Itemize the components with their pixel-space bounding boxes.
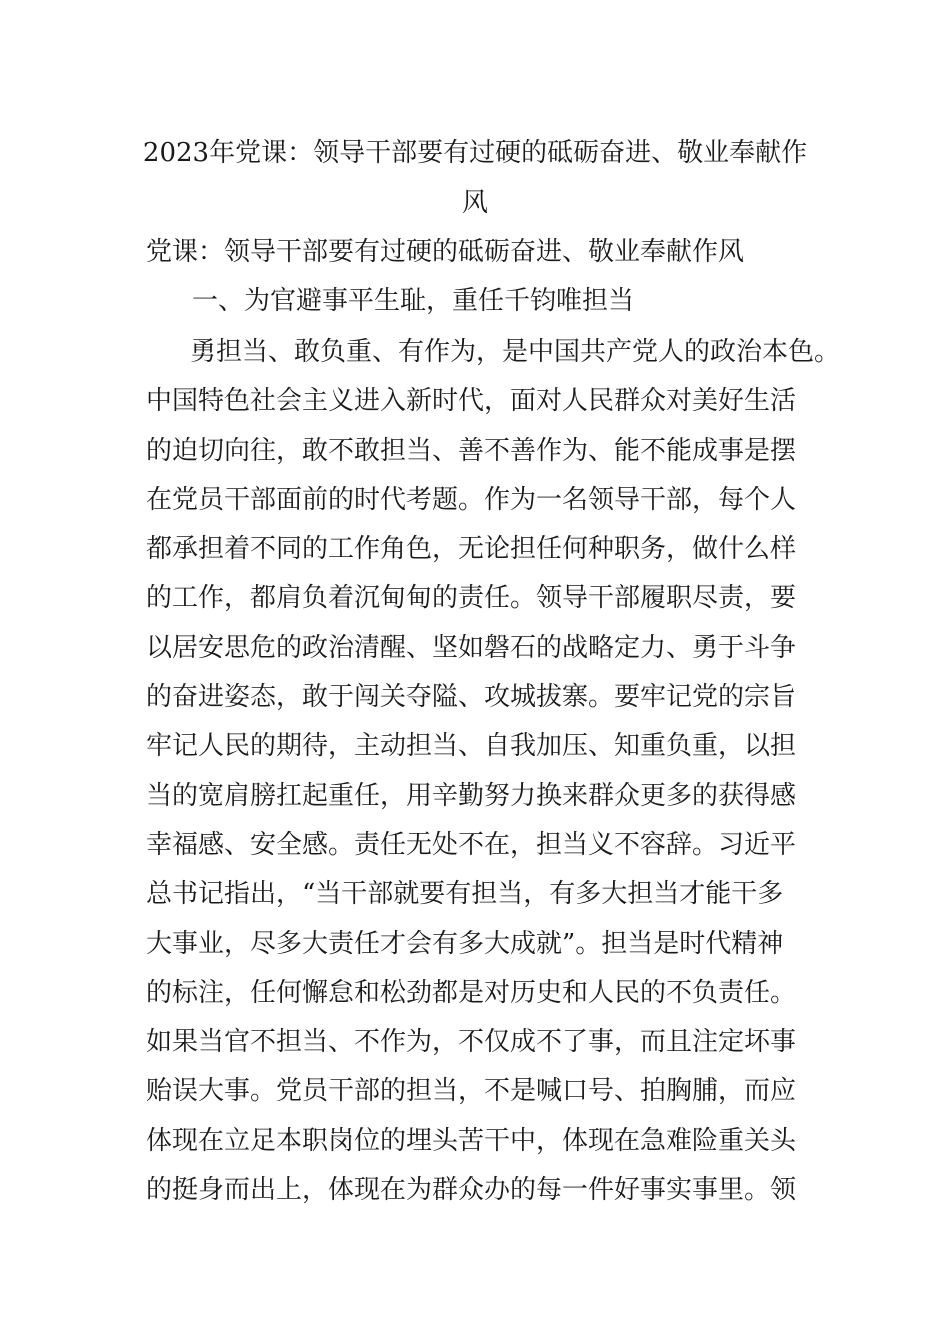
paragraph-line: 大事业，尽多大责任才会有多大成就”。担当是时代精神 xyxy=(146,928,784,959)
paragraph-line: 的工作，都肩负着沉甸甸的责任。领导干部履职尽责，要 xyxy=(146,583,797,614)
paragraph-line: 当的宽肩膀扛起重任，用辛勤努力换来群众更多的获得感 xyxy=(146,780,797,811)
paragraph-line: 体现在立足本职岗位的埋头苦干中，体现在急难险重关头 xyxy=(146,1125,797,1156)
document-title xyxy=(120,128,830,228)
document-subtitle: 党课：领导干部要有过硬的砥砺奋进、敬业奉献作风 xyxy=(146,237,745,267)
title-line-2: 风 xyxy=(461,188,488,218)
paragraph-line: 总书记指出，“当干部就要有担当，有多大担当才能干多 xyxy=(146,879,784,910)
paragraph-line: 的标注，任何懈怠和松劲都是对历史和人民的不负责任。 xyxy=(146,977,797,1008)
paragraph-line: 的挺身而出上，体现在为群众办的每一件好事实事里。领 xyxy=(146,1175,797,1206)
section-heading: 一、为官避事平生耻，重任千钧唯担当 xyxy=(192,286,635,316)
paragraph-line: 幸福感、安全感。责任无处不在，担当义不容辞。习近平 xyxy=(146,829,797,860)
paragraph-line: 牢记人民的期待，主动担当、自我加压、知重负重，以担 xyxy=(146,731,797,762)
paragraph-line: 都承担着不同的工作角色，无论担任何种职务，做什么样 xyxy=(146,534,797,565)
paragraph-line: 的迫切向往，敢不敢担当、善不善作为、能不能成事是摆 xyxy=(146,435,797,466)
paragraph-line: 的奋进姿态，敢于闯关夺隘、攻城拔寨。要牢记党的宗旨 xyxy=(146,682,797,713)
paragraph-line: 在党员干部面前的时代考题。作为一名领导干部，每个人 xyxy=(146,484,797,515)
paragraph-line: 勇担当、敢负重、有作为，是中国共产党人的政治本色。 xyxy=(190,337,841,367)
paragraph-line: 中国特色社会主义进入新时代，面对人民群众对美好生活 xyxy=(146,386,797,417)
title-line-1: 2023年党课：领导干部要有过硬的砥砺奋进、敬业奉献作 xyxy=(142,138,808,168)
body-paragraph xyxy=(146,328,841,1215)
paragraph-line: 如果当官不担当、不作为，不仅成不了事，而且注定坏事 xyxy=(146,1027,797,1058)
paragraph-line: 以居安思危的政治清醒、坚如磐石的战略定力、勇于斗争 xyxy=(146,632,797,663)
paragraph-line: 贻误大事。党员干部的担当，不是喊口号、拍胸脯，而应 xyxy=(146,1076,797,1107)
